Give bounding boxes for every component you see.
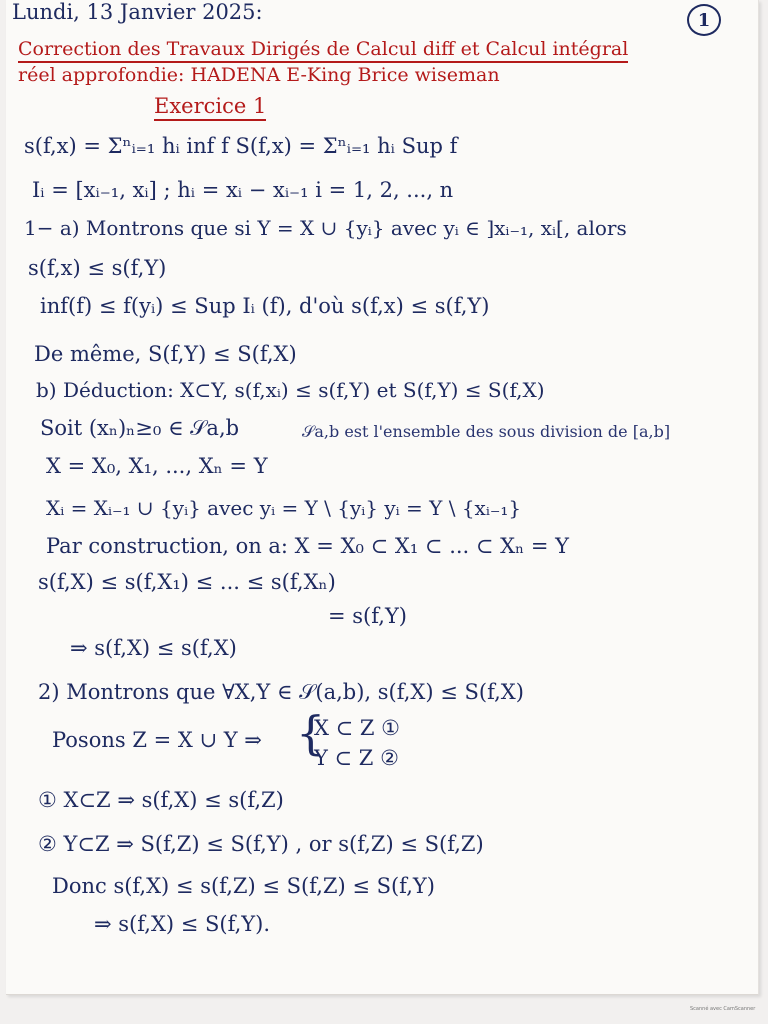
proof-inequality: inf(f) ≤ f(yᵢ) ≤ Sup Iᵢ (f), d'où s(f,x) ≤ s(f,Y): [40, 294, 490, 318]
case-1: X ⊂ Z ①: [314, 716, 400, 740]
construction-line: Par construction, on a: X = X₀ ⊂ X₁ ⊂ ... ⊂ Xₙ = Y: [46, 534, 570, 558]
title-line-2: réel approfondie: HADENA E-King Brice wiseman: [18, 64, 500, 86]
chain-end-line: = s(f,Y): [328, 604, 407, 628]
question-1a: 1− a) Montrons que si Y = X ∪ {yᵢ} avec yᵢ ∈ ]xᵢ₋₁, xᵢ[, alors: [24, 216, 627, 240]
de-meme-line: De même, S(f,Y) ≤ S(f,X): [34, 342, 297, 366]
question-2: 2) Montrons que ∀X,Y ∈ 𝒮(a,b), s(f,X) ≤ S(f,X): [38, 680, 524, 704]
scanner-watermark: Scanné avec CamScanner: [690, 1006, 756, 1012]
exercise-heading: Exercice 1: [154, 96, 266, 117]
definition-sums: s(f,x) = Σⁿᵢ₌₁ hᵢ inf f S(f,x) = Σⁿᵢ₌₁ hᵢ Sup f: [24, 134, 458, 158]
recurrence-line: Xᵢ = Xᵢ₋₁ ∪ {yᵢ} avec yᵢ = Y \ {yᵢ} yᵢ = Y \ {xᵢ₋₁}: [46, 496, 522, 520]
conclusion-1b: ⇒ s(f,X) ≤ s(f,X): [70, 636, 237, 660]
notebook-page: [6, 0, 759, 995]
posons-line: Posons Z = X ∪ Y ⇒: [52, 728, 262, 752]
step-2: ② Y⊂Z ⇒ S(f,Z) ≤ S(f,Y) , or s(f,Z) ≤ S(f,Z): [38, 832, 484, 856]
title-line-1: Correction des Travaux Dirigés de Calcul diff et Calcul intégral: [18, 40, 628, 59]
claim-1a: s(f,x) ≤ s(f,Y): [28, 256, 167, 280]
question-1b: b) Déduction: X⊂Y, s(f,xᵢ) ≤ s(f,Y) et S(f,Y) ≤ S(f,X): [36, 378, 545, 402]
step-1: ① X⊂Z ⇒ s(f,X) ≤ s(f,Z): [38, 788, 284, 812]
sequence-line: X = X₀, X₁, ..., Xₙ = Y: [46, 454, 268, 478]
subdivision-note: 𝒮a,b est l'ensemble des sous division de [a,b]: [302, 422, 671, 441]
final-conclusion: ⇒ s(f,X) ≤ S(f,Y).: [94, 912, 271, 936]
case-2: Y ⊂ Z ②: [314, 746, 399, 770]
donc-line: Donc s(f,X) ≤ s(f,Z) ≤ S(f,Z) ≤ S(f,Y): [52, 874, 435, 898]
date-line: Lundi, 13 Janvier 2025:: [12, 0, 263, 24]
soit-line: Soit (xₙ)ₙ≥₀ ∈ 𝒮a,b: [40, 416, 240, 440]
brace-symbol: {: [296, 706, 326, 760]
page-number: 1: [687, 4, 721, 36]
chain-line: s(f,X) ≤ s(f,X₁) ≤ ... ≤ s(f,Xₙ): [38, 570, 336, 594]
definition-intervals: Iᵢ = [xᵢ₋₁, xᵢ] ; hᵢ = xᵢ − xᵢ₋₁ i = 1, 2, ..., n: [32, 178, 454, 202]
